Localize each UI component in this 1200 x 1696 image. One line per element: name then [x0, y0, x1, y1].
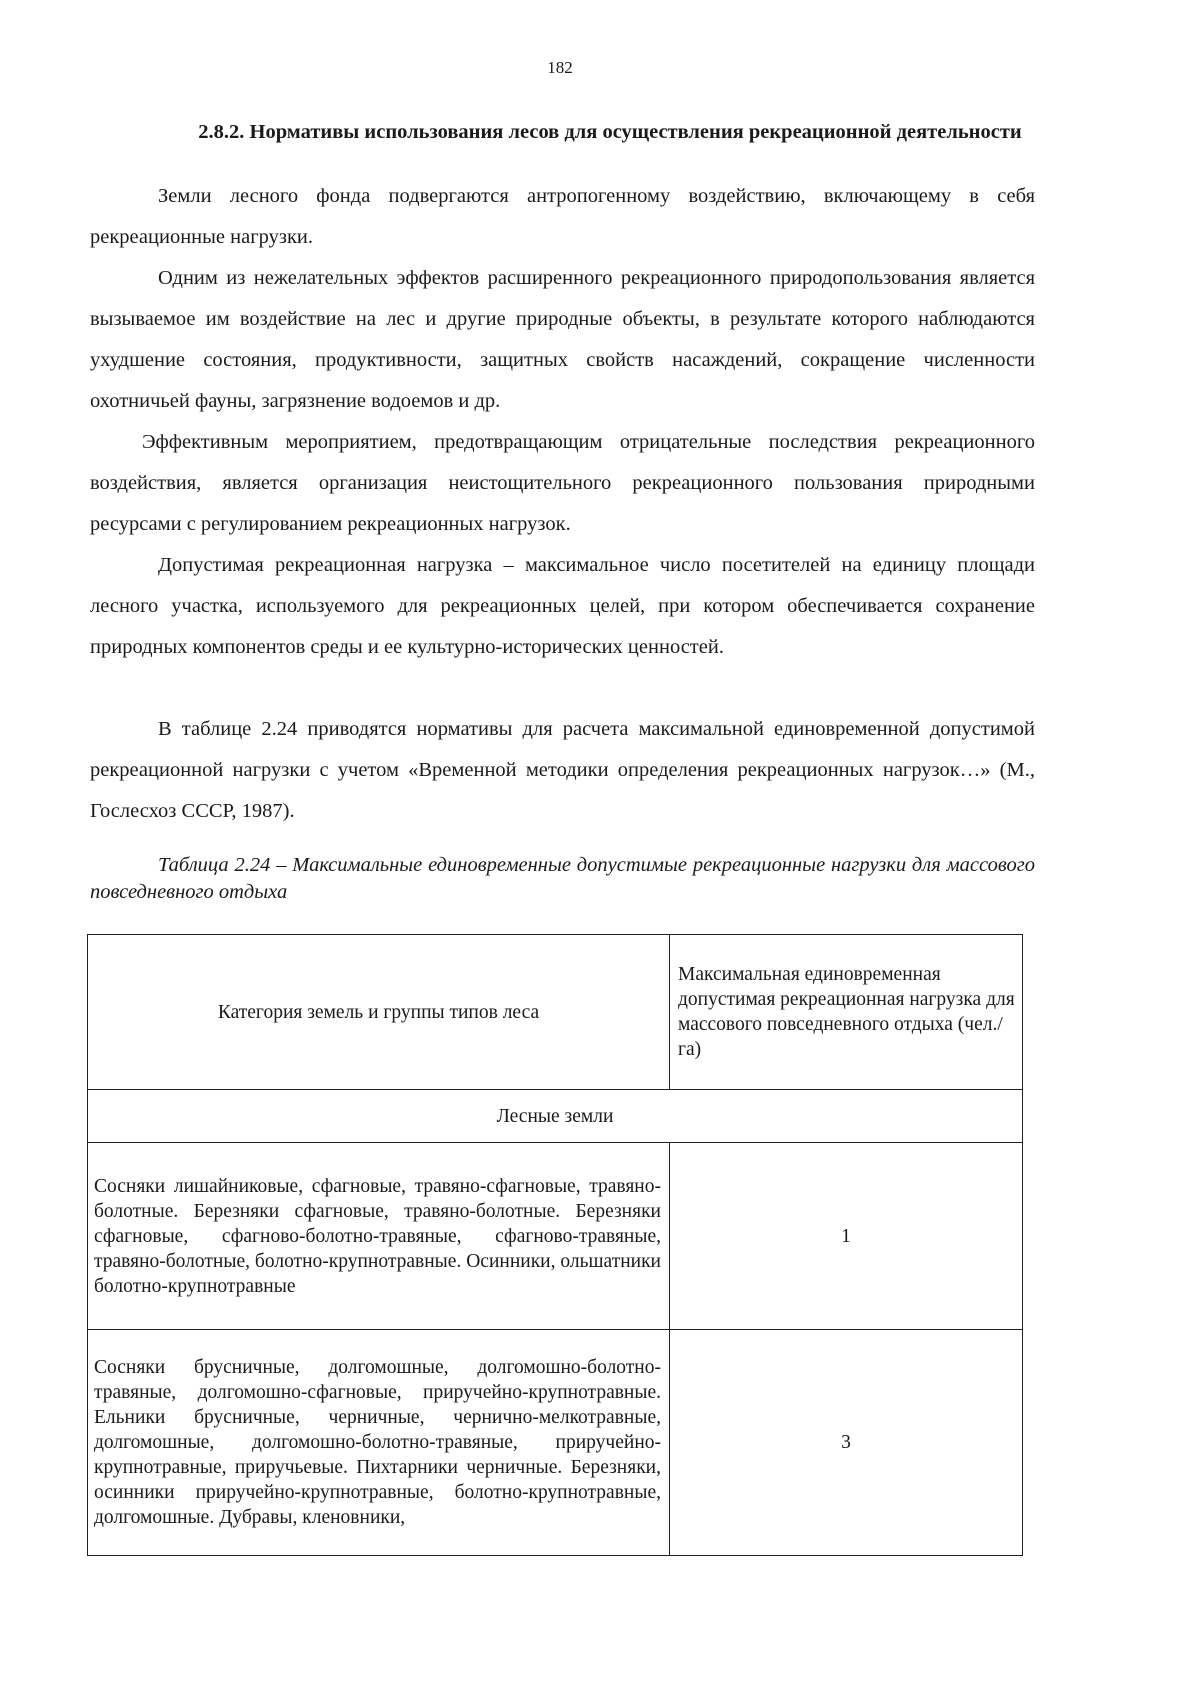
table-header-row	[88, 935, 1023, 1090]
header-category: Категория земель и группы типов леса	[88, 935, 670, 1090]
row-load-cell: 3	[670, 1330, 1023, 1556]
paragraph-measures: Эффективным мероприятием, предотвращающим отрицательные последствия рекреационного воздействия, является организация неистощительного рекреационного пользования природными ресурсами с регулированием рекреационных нагрузок.	[90, 431, 1035, 535]
recreational-load-table	[87, 934, 1023, 1556]
table-caption: Таблица 2.24 – Максимальные единовременные допустимые рекреационные нагрузки для массового повседневного отдыха	[90, 854, 1035, 903]
section-forest-lands: Лесные земли	[88, 1090, 1023, 1143]
row-category-cell: Сосняки брусничные, долгомошные, долгомошно-болотно-травяные, долгомошно-сфагновые, приручейно-крупнотравные. Ельники брусничные, черничные, чернично-мелкотравные, долгомошные, долгомошно-болотно-травяные, приручейно-крупнотравные, приручьевые. Пихтарники черничные. Березняки, осинники приручейно-крупнотравные, болотно-крупнотравные, долгомошные. Дубравы, кленовники,	[88, 1330, 670, 1556]
header-max-load: Максимальная единовременная допустимая рекреационная нагрузка для массового повседневного отдыха (чел./га)	[670, 935, 1023, 1090]
paragraph-negative-effects: Одним из нежелательных эффектов расширенного рекреационного природопользования является вызываемое им воздействие на лес и другие природные объекты, в результате которого наблюдаются ухудшение состояния, продуктивности, защитных свойств насаждений, сокращение численности охотничьей фауны, загрязнение водоемов и др.	[90, 267, 1035, 412]
section-heading: 2.8.2. Нормативы использования лесов для осуществления рекреационной деятельности	[198, 121, 1022, 143]
paragraph-intro: Земли лесного фонда подвергаются антропогенному воздействию, включающему в себя рекреационные нагрузки.	[90, 185, 1035, 248]
page-number: 182	[547, 58, 573, 77]
paragraph-table-reference: В таблице 2.24 приводятся нормативы для расчета максимальной единовременной допустимой рекреационной нагрузки с учетом «Временной методики определения рекреационных нагрузок…» (М., Гослесхоз СССР, 1987).	[90, 718, 1035, 822]
table-section-row	[88, 1090, 1023, 1143]
table-row	[88, 1330, 1023, 1556]
row-category-cell: Сосняки лишайниковые, сфагновые, травяно-сфагновые, травяно-болотные. Березняки сфагновые, травяно-болотные. Березняки сфагновые, сфагново-болотно-травяные, сфагново-травяные, травяно-болотные, болотно-крупнотравные. Осинники, ольшатники болотно-крупнотравные	[88, 1143, 670, 1330]
paragraph-definition: Допустимая рекреационная нагрузка – максимальное число посетителей на единицу площади лесного участка, используемого для рекреационных целей, при котором обеспечивается сохранение природных компонентов среды и ее культурно-исторических ценностей.	[90, 554, 1035, 658]
row-load-cell: 1	[670, 1143, 1023, 1330]
table-row	[88, 1143, 1023, 1330]
